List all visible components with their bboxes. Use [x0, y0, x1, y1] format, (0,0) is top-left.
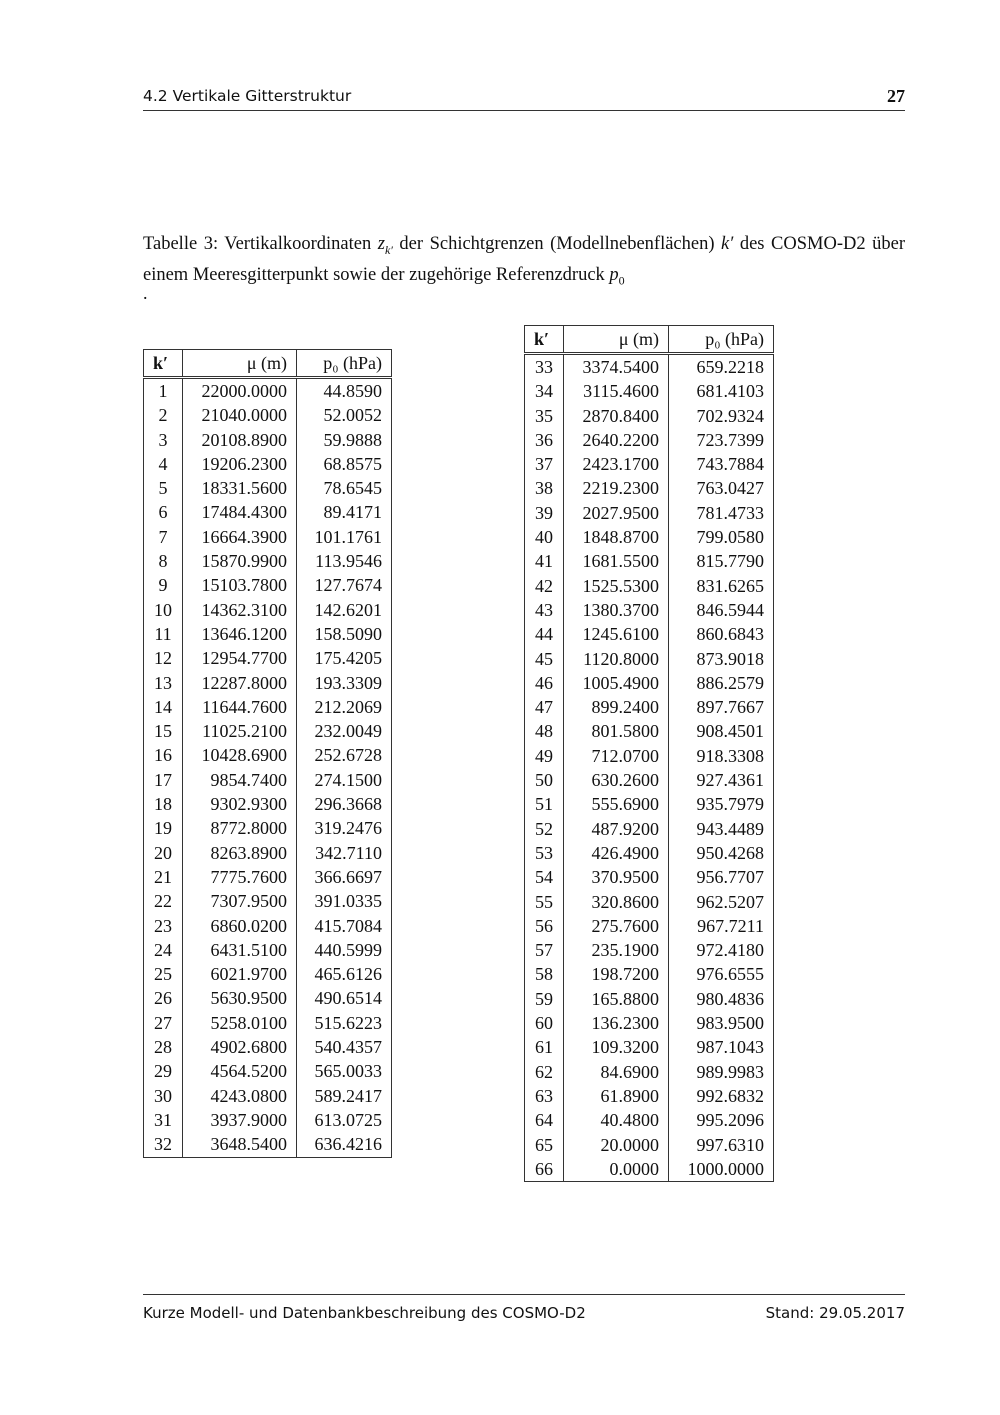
pressure-value: 540.4357 — [297, 1035, 392, 1059]
height-value: 555.6900 — [564, 792, 669, 816]
pressure-value: 490.6514 — [297, 986, 392, 1010]
table-row — [525, 452, 774, 476]
level-index: 15 — [144, 719, 183, 743]
height-value: 11644.7600 — [183, 695, 297, 719]
level-index: 42 — [525, 574, 564, 598]
height-value: 3648.5400 — [183, 1132, 297, 1157]
pressure-value: 815.7790 — [669, 549, 774, 573]
pressure-value: 59.9888 — [297, 428, 392, 452]
pressure-value: 391.0335 — [297, 889, 392, 913]
height-value: 1245.6100 — [564, 622, 669, 646]
height-value: 15103.7800 — [183, 573, 297, 597]
level-index: 3 — [144, 428, 183, 452]
height-value: 6860.0200 — [183, 914, 297, 938]
level-index: 1 — [144, 378, 183, 404]
height-value: 21040.0000 — [183, 403, 297, 427]
height-value: 2219.2300 — [564, 476, 669, 500]
level-index: 18 — [144, 792, 183, 816]
table-row — [525, 476, 774, 500]
level-index: 31 — [144, 1108, 183, 1132]
caption-symbol-k: k′ — [721, 234, 734, 254]
pressure-value: 992.6832 — [669, 1084, 774, 1108]
level-index: 5 — [144, 476, 183, 500]
table-row — [144, 938, 392, 962]
table-row — [144, 1108, 392, 1132]
table-row — [144, 1011, 392, 1035]
pressure-value: 589.2417 — [297, 1084, 392, 1108]
height-value: 1525.5300 — [564, 574, 669, 598]
pressure-value: 987.1043 — [669, 1035, 774, 1059]
pressure-value: 565.0033 — [297, 1059, 392, 1083]
table-row — [525, 428, 774, 452]
height-value: 4902.6800 — [183, 1035, 297, 1059]
table-row — [144, 962, 392, 986]
level-index: 7 — [144, 525, 183, 549]
height-value: 10428.6900 — [183, 743, 297, 767]
height-value: 1005.4900 — [564, 671, 669, 695]
table-row — [525, 525, 774, 549]
level-index: 58 — [525, 962, 564, 986]
caption-symbol-z: z — [377, 234, 385, 254]
level-index: 51 — [525, 792, 564, 816]
pressure-value: 860.6843 — [669, 622, 774, 646]
col-header-p0: p₀ (hPa) — [669, 326, 774, 354]
pressure-value: 158.5090 — [297, 622, 392, 646]
level-index: 35 — [525, 404, 564, 428]
level-index: 33 — [525, 354, 564, 380]
pressure-value: 935.7979 — [669, 792, 774, 816]
table-row — [144, 889, 392, 913]
table-row — [525, 1035, 774, 1059]
height-value: 136.2300 — [564, 1011, 669, 1035]
table-row — [144, 1084, 392, 1108]
height-value: 84.6900 — [564, 1060, 669, 1084]
height-value: 630.2600 — [564, 768, 669, 792]
col-header-k: k′ — [525, 326, 564, 354]
pressure-value: 908.4501 — [669, 719, 774, 743]
table-row — [525, 501, 774, 525]
level-index: 8 — [144, 549, 183, 573]
height-value: 712.0700 — [564, 744, 669, 768]
table-row — [144, 525, 392, 549]
pressure-value: 873.9018 — [669, 647, 774, 671]
height-value: 12954.7700 — [183, 646, 297, 670]
height-value: 13646.1200 — [183, 622, 297, 646]
table-row — [525, 938, 774, 962]
pressure-value: 52.0052 — [297, 403, 392, 427]
pressure-value: 366.6697 — [297, 865, 392, 889]
table-row — [144, 743, 392, 767]
table-row — [144, 549, 392, 573]
table-caption — [143, 232, 905, 293]
level-index: 50 — [525, 768, 564, 792]
pressure-value: 44.8590 — [297, 378, 392, 404]
height-value: 22000.0000 — [183, 378, 297, 404]
height-value: 3115.4600 — [564, 379, 669, 403]
height-value: 8263.8900 — [183, 841, 297, 865]
level-index: 13 — [144, 671, 183, 695]
height-value: 40.4800 — [564, 1108, 669, 1132]
table-row — [525, 768, 774, 792]
height-value: 8772.8000 — [183, 816, 297, 840]
caption-text: Tabelle 3: Vertikalkoordinaten — [143, 234, 378, 254]
level-index: 22 — [144, 889, 183, 913]
height-value: 426.4900 — [564, 841, 669, 865]
height-value: 9854.7400 — [183, 768, 297, 792]
level-index: 24 — [144, 938, 183, 962]
footer-date: Stand: 29.05.2017 — [765, 1304, 905, 1322]
level-index: 21 — [144, 865, 183, 889]
height-value: 370.9500 — [564, 865, 669, 889]
caption-text: des COSMO-D2 über einem Meeresgitterpunkt sowie der zugehörige Referenzdruck — [143, 234, 905, 285]
height-value: 18331.5600 — [183, 476, 297, 500]
pressure-value: 956.7707 — [669, 865, 774, 889]
pressure-value: 702.9324 — [669, 404, 774, 428]
table-row — [144, 500, 392, 524]
footer-title: Kurze Modell- und Datenbankbeschreibung des COSMO-D2 — [143, 1304, 586, 1322]
table-row — [144, 573, 392, 597]
level-index: 54 — [525, 865, 564, 889]
caption-symbol-p: p — [609, 264, 619, 285]
page-number: 27 — [887, 86, 905, 106]
pressure-value: 89.4171 — [297, 500, 392, 524]
col-header-k: k′ — [144, 350, 183, 378]
level-index: 9 — [144, 573, 183, 597]
table-row — [144, 986, 392, 1010]
level-index: 62 — [525, 1060, 564, 1084]
height-value: 20.0000 — [564, 1133, 669, 1157]
level-index: 59 — [525, 987, 564, 1011]
table-row — [144, 695, 392, 719]
caption-symbol-p-sub: 0 — [618, 273, 625, 288]
level-index: 45 — [525, 647, 564, 671]
level-index: 34 — [525, 379, 564, 403]
pressure-value: 613.0725 — [297, 1108, 392, 1132]
level-index: 40 — [525, 525, 564, 549]
pressure-value: 995.2096 — [669, 1108, 774, 1132]
pressure-value: 636.4216 — [297, 1132, 392, 1157]
height-value: 2870.8400 — [564, 404, 669, 428]
height-value: 1380.3700 — [564, 598, 669, 622]
level-index: 12 — [144, 646, 183, 670]
table-row — [144, 646, 392, 670]
level-index: 16 — [144, 743, 183, 767]
level-index: 4 — [144, 452, 183, 476]
pressure-value: 886.2579 — [669, 671, 774, 695]
table-row — [144, 622, 392, 646]
level-index: 30 — [144, 1084, 183, 1108]
height-value: 61.8900 — [564, 1084, 669, 1108]
table-row — [144, 1059, 392, 1083]
table-row — [144, 1035, 392, 1059]
height-value: 2640.2200 — [564, 428, 669, 452]
level-index: 11 — [144, 622, 183, 646]
pressure-value: 950.4268 — [669, 841, 774, 865]
col-header-p0: p₀ (hPa) — [297, 350, 392, 378]
level-index: 14 — [144, 695, 183, 719]
level-index: 37 — [525, 452, 564, 476]
height-value: 3937.9000 — [183, 1108, 297, 1132]
height-value: 2423.1700 — [564, 452, 669, 476]
table-row — [144, 792, 392, 816]
height-value: 0.0000 — [564, 1157, 669, 1182]
level-index: 2 — [144, 403, 183, 427]
pressure-value: 989.9983 — [669, 1060, 774, 1084]
pressure-value: 142.6201 — [297, 598, 392, 622]
level-index: 41 — [525, 549, 564, 573]
pressure-value: 743.7884 — [669, 452, 774, 476]
pressure-value: 319.2476 — [297, 816, 392, 840]
pressure-value: 113.9546 — [297, 549, 392, 573]
level-index: 60 — [525, 1011, 564, 1035]
height-value: 801.5800 — [564, 719, 669, 743]
height-value: 1120.8000 — [564, 647, 669, 671]
level-index: 55 — [525, 890, 564, 914]
level-index: 20 — [144, 841, 183, 865]
pressure-value: 918.3308 — [669, 744, 774, 768]
table-row — [525, 671, 774, 695]
height-value: 1848.8700 — [564, 525, 669, 549]
level-index: 64 — [525, 1108, 564, 1132]
pressure-value: 997.6310 — [669, 1133, 774, 1157]
table-row — [525, 404, 774, 428]
height-value: 899.2400 — [564, 695, 669, 719]
height-value: 4243.0800 — [183, 1084, 297, 1108]
table-row — [525, 914, 774, 938]
level-index: 52 — [525, 817, 564, 841]
table-row — [525, 1011, 774, 1035]
level-index: 44 — [525, 622, 564, 646]
table-row — [525, 987, 774, 1011]
level-index: 47 — [525, 695, 564, 719]
pressure-value: 846.5944 — [669, 598, 774, 622]
level-index: 63 — [525, 1084, 564, 1108]
height-value: 15870.9900 — [183, 549, 297, 573]
table-row — [144, 598, 392, 622]
table-row — [525, 354, 774, 380]
pressure-value: 831.6265 — [669, 574, 774, 598]
height-value: 19206.2300 — [183, 452, 297, 476]
pressure-value: 976.6555 — [669, 962, 774, 986]
pressure-value: 983.9500 — [669, 1011, 774, 1035]
height-value: 320.8600 — [564, 890, 669, 914]
table-row — [144, 816, 392, 840]
pressure-value: 274.1500 — [297, 768, 392, 792]
pressure-value: 101.1761 — [297, 525, 392, 549]
level-index: 32 — [144, 1132, 183, 1157]
table-row — [144, 428, 392, 452]
pressure-value: 943.4489 — [669, 817, 774, 841]
header-rule — [143, 110, 905, 111]
pressure-value: 927.4361 — [669, 768, 774, 792]
table-row — [525, 622, 774, 646]
col-header-mu: μ (m) — [183, 350, 297, 378]
pressure-value: 342.7110 — [297, 841, 392, 865]
height-value: 20108.8900 — [183, 428, 297, 452]
table-row — [525, 744, 774, 768]
height-value: 6021.9700 — [183, 962, 297, 986]
height-value: 5258.0100 — [183, 1011, 297, 1035]
footer-rule — [143, 1294, 905, 1295]
table-row — [525, 792, 774, 816]
table-row — [144, 914, 392, 938]
level-index: 56 — [525, 914, 564, 938]
level-index: 6 — [144, 500, 183, 524]
table-row — [525, 841, 774, 865]
caption-symbol-sub: k′ — [384, 242, 393, 257]
pressure-value: 763.0427 — [669, 476, 774, 500]
level-index: 26 — [144, 986, 183, 1010]
table-row — [144, 476, 392, 500]
table-row — [525, 1084, 774, 1108]
table-row — [144, 452, 392, 476]
height-value: 16664.3900 — [183, 525, 297, 549]
height-value: 14362.3100 — [183, 598, 297, 622]
height-value: 3374.5400 — [564, 354, 669, 380]
pressure-value: 465.6126 — [297, 962, 392, 986]
level-index: 17 — [144, 768, 183, 792]
pressure-value: 681.4103 — [669, 379, 774, 403]
level-index: 23 — [144, 914, 183, 938]
caption-text: der Schichtgrenzen (Modellnebenflächen) — [392, 234, 722, 254]
table-row — [144, 719, 392, 743]
level-index: 49 — [525, 744, 564, 768]
levels-table-right — [524, 325, 774, 1182]
pressure-value: 232.0049 — [297, 719, 392, 743]
pressure-value: 515.6223 — [297, 1011, 392, 1035]
height-value: 6431.5100 — [183, 938, 297, 962]
table-row — [525, 379, 774, 403]
level-index: 19 — [144, 816, 183, 840]
table-row — [525, 598, 774, 622]
table-row — [525, 817, 774, 841]
level-index: 10 — [144, 598, 183, 622]
pressure-value: 962.5207 — [669, 890, 774, 914]
height-value: 7775.7600 — [183, 865, 297, 889]
pressure-value: 659.2218 — [669, 354, 774, 380]
height-value: 198.7200 — [564, 962, 669, 986]
table-row — [525, 890, 774, 914]
table-row — [525, 962, 774, 986]
pressure-value: 296.3668 — [297, 792, 392, 816]
height-value: 487.9200 — [564, 817, 669, 841]
level-index: 48 — [525, 719, 564, 743]
table-row — [525, 1108, 774, 1132]
level-index: 57 — [525, 938, 564, 962]
pressure-value: 897.7667 — [669, 695, 774, 719]
height-value: 11025.2100 — [183, 719, 297, 743]
pressure-value: 972.4180 — [669, 938, 774, 962]
level-index: 53 — [525, 841, 564, 865]
table-row — [525, 719, 774, 743]
pressure-value: 127.7674 — [297, 573, 392, 597]
table-row — [144, 841, 392, 865]
caption-trailing-dot: . — [143, 283, 148, 303]
height-value: 7307.9500 — [183, 889, 297, 913]
table-row — [144, 671, 392, 695]
table-row — [525, 1060, 774, 1084]
height-value: 275.7600 — [564, 914, 669, 938]
level-index: 28 — [144, 1035, 183, 1059]
level-index: 29 — [144, 1059, 183, 1083]
table-row — [144, 378, 392, 404]
table-row — [144, 1132, 392, 1157]
level-index: 43 — [525, 598, 564, 622]
pressure-value: 193.3309 — [297, 671, 392, 695]
level-index: 25 — [144, 962, 183, 986]
height-value: 165.8800 — [564, 987, 669, 1011]
pressure-value: 78.6545 — [297, 476, 392, 500]
pressure-value: 68.8575 — [297, 452, 392, 476]
pressure-value: 1000.0000 — [669, 1157, 774, 1182]
height-value: 235.1900 — [564, 938, 669, 962]
table-row — [525, 865, 774, 889]
pressure-value: 440.5999 — [297, 938, 392, 962]
height-value: 9302.9300 — [183, 792, 297, 816]
levels-table-left — [143, 349, 392, 1158]
running-header-section: 4.2 Vertikale Gitterstruktur — [143, 87, 352, 105]
level-index: 36 — [525, 428, 564, 452]
height-value: 12287.8000 — [183, 671, 297, 695]
height-value: 109.3200 — [564, 1035, 669, 1059]
height-value: 5630.9500 — [183, 986, 297, 1010]
pressure-value: 980.4836 — [669, 987, 774, 1011]
height-value: 2027.9500 — [564, 501, 669, 525]
pressure-value: 175.4205 — [297, 646, 392, 670]
pressure-value: 415.7084 — [297, 914, 392, 938]
table-row — [525, 574, 774, 598]
table-row — [144, 865, 392, 889]
level-index: 27 — [144, 1011, 183, 1035]
table-row — [525, 695, 774, 719]
col-header-mu: μ (m) — [564, 326, 669, 354]
level-index: 38 — [525, 476, 564, 500]
pressure-value: 967.7211 — [669, 914, 774, 938]
level-index: 66 — [525, 1157, 564, 1182]
table-row — [525, 549, 774, 573]
level-index: 46 — [525, 671, 564, 695]
height-value: 4564.5200 — [183, 1059, 297, 1083]
pressure-value: 723.7399 — [669, 428, 774, 452]
table-row — [525, 1133, 774, 1157]
height-value: 1681.5500 — [564, 549, 669, 573]
table-row — [144, 768, 392, 792]
pressure-value: 799.0580 — [669, 525, 774, 549]
pressure-value: 252.6728 — [297, 743, 392, 767]
table-row — [144, 403, 392, 427]
table-row — [525, 647, 774, 671]
pressure-value: 212.2069 — [297, 695, 392, 719]
level-index: 39 — [525, 501, 564, 525]
level-index: 65 — [525, 1133, 564, 1157]
level-index: 61 — [525, 1035, 564, 1059]
pressure-value: 781.4733 — [669, 501, 774, 525]
height-value: 17484.4300 — [183, 500, 297, 524]
table-row — [525, 1157, 774, 1182]
